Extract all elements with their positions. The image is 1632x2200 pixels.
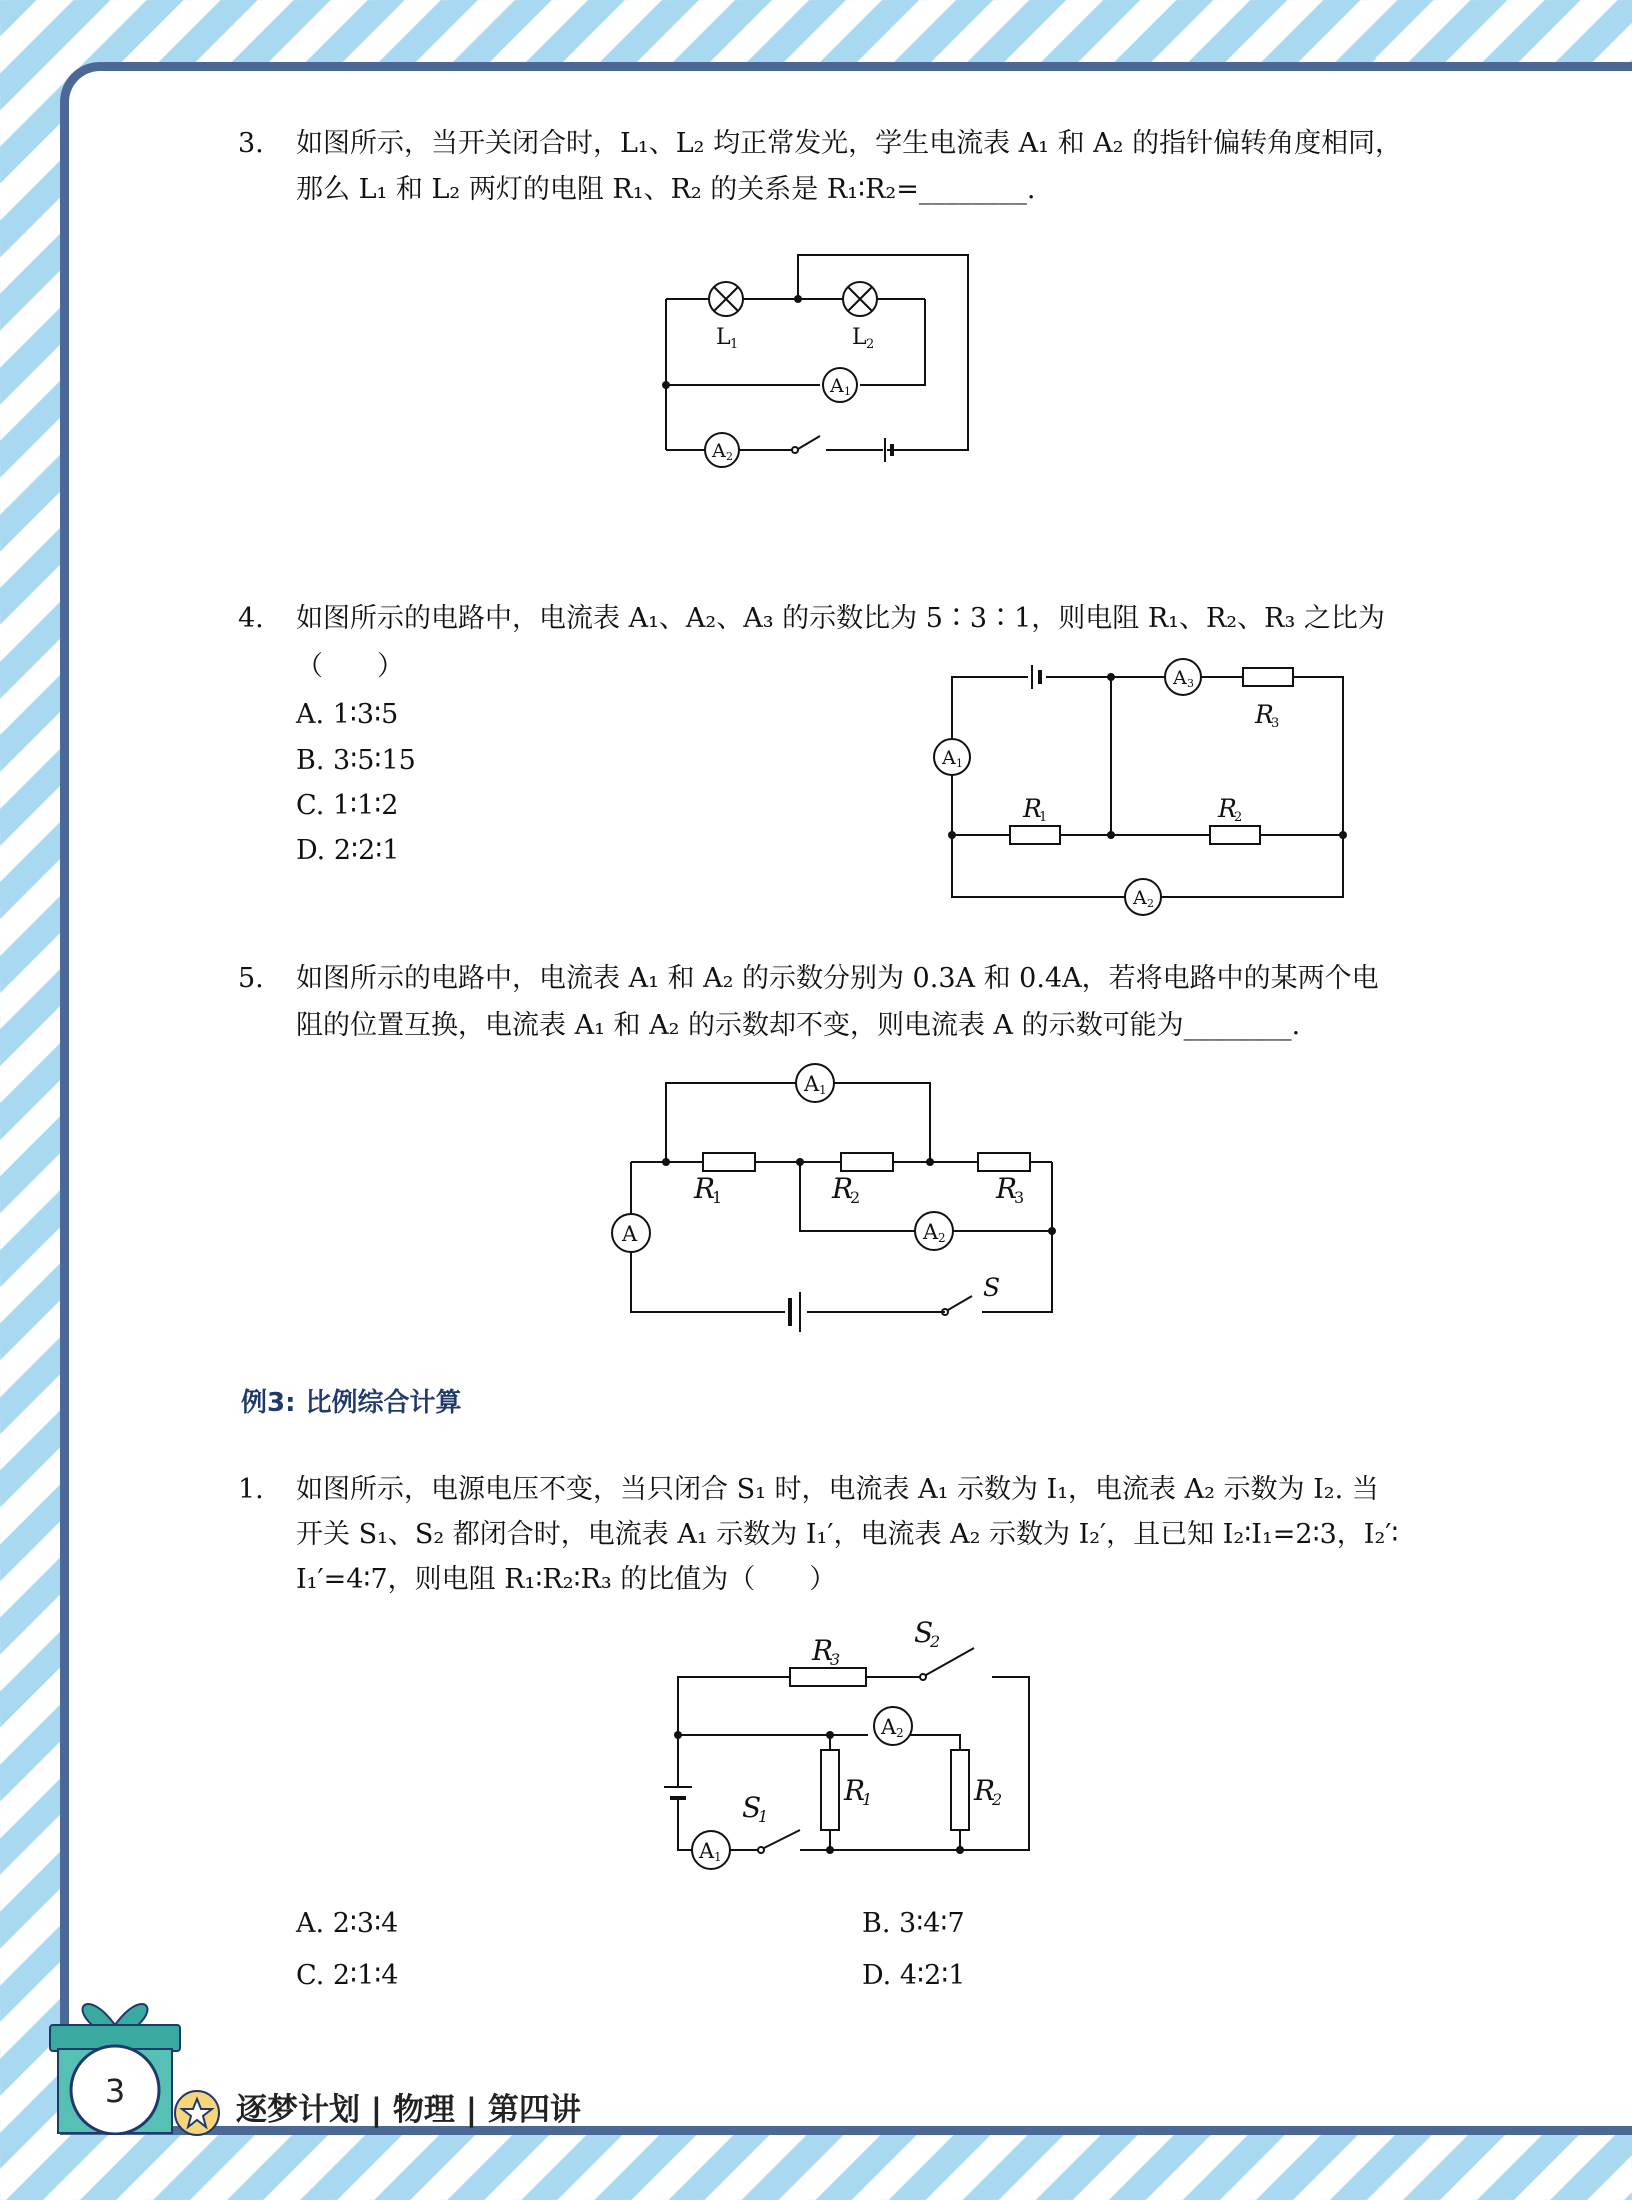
svg-text:1: 1	[862, 1790, 873, 1809]
gift-bow-right	[115, 2004, 147, 2025]
e1-option-b: B. 3∶4∶7	[862, 1908, 965, 1939]
e1-battery	[664, 1787, 692, 1798]
svg-text:3: 3	[830, 1650, 841, 1669]
e1-option-a: A. 2∶3∶4	[296, 1908, 399, 1939]
q4-resistor-r2	[1210, 826, 1260, 844]
svg-text:1: 1	[1039, 810, 1048, 825]
q3-label-l2-sub: 2	[866, 337, 875, 352]
svg-text:A: A	[622, 1222, 638, 1246]
svg-text:A: A	[1133, 887, 1147, 909]
e1-resistor-r2	[951, 1750, 969, 1830]
svg-text:2: 2	[930, 1632, 941, 1651]
page-number-gift-badge	[40, 1985, 190, 2135]
svg-text:1: 1	[819, 1083, 827, 1097]
q3-circuit-figure	[650, 240, 990, 470]
q3-label-a1-sub: 1	[844, 385, 851, 398]
svg-text:R: R	[974, 1774, 996, 1807]
q4-resistor-r3	[1243, 668, 1293, 686]
footer-title: 逐梦计划 | 物理 | 第四讲	[236, 2092, 581, 2128]
svg-text:S: S	[914, 1620, 934, 1649]
svg-text:R: R	[832, 1172, 854, 1205]
e1-resistor-r1	[821, 1750, 839, 1830]
q5-line2: 阻的位置互换，电流表 A₁ 和 A₂ 的示数却不变，则电流表 A 的示数可能为________.	[296, 1010, 1301, 1041]
svg-text:R: R	[844, 1774, 866, 1807]
q4-option-a: A. 1∶3∶5	[296, 699, 399, 730]
svg-text:3: 3	[1014, 1188, 1025, 1207]
q3-lamp-l2	[843, 282, 877, 316]
e1-line2: 开关 S₁、S₂ 都闭合时，电流表 A₁ 示数为 I₁′，电流表 A₂ 示数为 I₂′，且已知 I₂∶I₁=2∶3，I₂′∶	[296, 1519, 1399, 1550]
svg-text:1: 1	[712, 1188, 723, 1207]
svg-text:2: 2	[850, 1188, 861, 1207]
q5-battery	[786, 1292, 806, 1332]
svg-text:R: R	[1023, 794, 1042, 823]
q3-label-l1-sub: 1	[730, 337, 739, 352]
svg-text:A: A	[804, 1072, 820, 1096]
q5-number: 5.	[238, 963, 264, 994]
q5-switch	[942, 1296, 972, 1315]
e1-line1: 如图所示，电源电压不变，当只闭合 S₁ 时，电流表 A₁ 示数为 I₁，电流表 A₂ 示数为 I₂. 当	[296, 1474, 1379, 1505]
q4-wire-outer	[952, 677, 1343, 835]
svg-text:S: S	[983, 1273, 1001, 1302]
svg-text:A: A	[1173, 667, 1187, 689]
svg-text:2: 2	[1234, 810, 1243, 825]
q5-resistor-r3	[978, 1153, 1030, 1171]
svg-text:S: S	[742, 1791, 762, 1824]
svg-text:3: 3	[1187, 677, 1194, 690]
page-number: 3	[104, 2072, 126, 2110]
svg-text:1: 1	[714, 1850, 722, 1864]
e1-wire-top	[678, 1677, 790, 1735]
example3-heading: 例3: 比例综合计算	[241, 1388, 462, 1418]
e1-switch-s1	[758, 1830, 800, 1853]
q5-resistor-r2	[841, 1153, 893, 1171]
q4-circuit-figure	[925, 655, 1355, 925]
e1-wire-left-bottom	[678, 1800, 694, 1850]
q3-wire-top-loop	[798, 255, 968, 450]
q3-label-a1: A	[830, 375, 844, 397]
q3-label-l2: L	[852, 325, 867, 350]
q4-line1: 如图所示的电路中，电流表 A₁、A₂、A₃ 的示数比为 5∶3∶1，则电阻 R₁、R₂、R₃ 之比为	[296, 603, 1385, 634]
svg-text:A: A	[699, 1839, 715, 1863]
q3-label-l1: L	[716, 325, 731, 350]
svg-text:R: R	[812, 1634, 834, 1667]
svg-text:2: 2	[1147, 897, 1154, 910]
e1-line3: I₁′=4∶7，则电阻 R₁∶R₂∶R₃ 的比值为（ ）	[296, 1564, 837, 1595]
e1-option-c: C. 2∶1∶4	[296, 1960, 399, 1991]
q5-resistor-r1	[703, 1153, 755, 1171]
e1-wire-a2-r2	[906, 1735, 960, 1750]
q4-option-d: D. 2∶2∶1	[296, 835, 400, 866]
e1-wire-right	[962, 1677, 1029, 1850]
svg-text:1: 1	[758, 1807, 769, 1826]
svg-text:R: R	[694, 1172, 716, 1205]
svg-text:R: R	[996, 1172, 1018, 1205]
q5-line1: 如图所示的电路中，电流表 A₁ 和 A₂ 的示数分别为 0.3A 和 0.4A，若将电路中的某两个电	[296, 963, 1379, 994]
e1-number: 1.	[238, 1474, 264, 1505]
svg-text:R: R	[1255, 700, 1274, 729]
q4-battery	[1029, 665, 1045, 689]
svg-text:3: 3	[1271, 716, 1280, 731]
q4-bracket: （ ）	[296, 651, 404, 682]
q4-resistor-r1	[1010, 826, 1060, 844]
q3-label-a2-sub: 2	[726, 450, 733, 463]
q4-option-b: B. 3∶5∶15	[296, 745, 416, 776]
q3-junction-left	[662, 381, 670, 389]
star-icon	[172, 2088, 222, 2138]
q5-wire-left-low	[631, 1251, 787, 1312]
q3-line1: 如图所示，当开关闭合时，L₁、L₂ 均正常发光，学生电流表 A₁ 和 A₂ 的指针偏转角度相同，	[296, 128, 1403, 159]
svg-text:A: A	[942, 747, 956, 769]
q5-circuit-figure	[600, 1060, 1070, 1340]
svg-text:A: A	[881, 1715, 897, 1739]
q3-number: 3.	[238, 128, 264, 159]
e1-resistor-r3	[790, 1668, 866, 1686]
q3-switch	[792, 436, 890, 453]
q3-junction-top	[794, 295, 802, 303]
q5-wire-a1-right	[834, 1083, 930, 1162]
q3-lamp-l1	[709, 282, 743, 316]
e1-switch-s2	[920, 1648, 974, 1680]
svg-text:2: 2	[896, 1726, 904, 1740]
svg-text:1: 1	[956, 757, 963, 770]
e1-option-d: D. 4∶2∶1	[862, 1960, 966, 1991]
svg-text:A: A	[923, 1220, 939, 1244]
svg-text:2: 2	[992, 1790, 1003, 1809]
q4-option-c: C. 1∶1∶2	[296, 790, 399, 821]
q3-label-a2: A	[712, 440, 726, 462]
svg-text:R: R	[1218, 794, 1237, 823]
q5-wire-a1-loop	[666, 1083, 796, 1162]
q4-number: 4.	[238, 603, 264, 634]
e1-circuit-figure	[640, 1620, 1050, 1880]
gift-bow-left	[83, 2004, 115, 2025]
q3-line2: 那么 L₁ 和 L₂ 两灯的电阻 R₁、R₂ 的关系是 R₁∶R₂=________.	[296, 174, 1036, 205]
svg-text:2: 2	[938, 1231, 946, 1245]
